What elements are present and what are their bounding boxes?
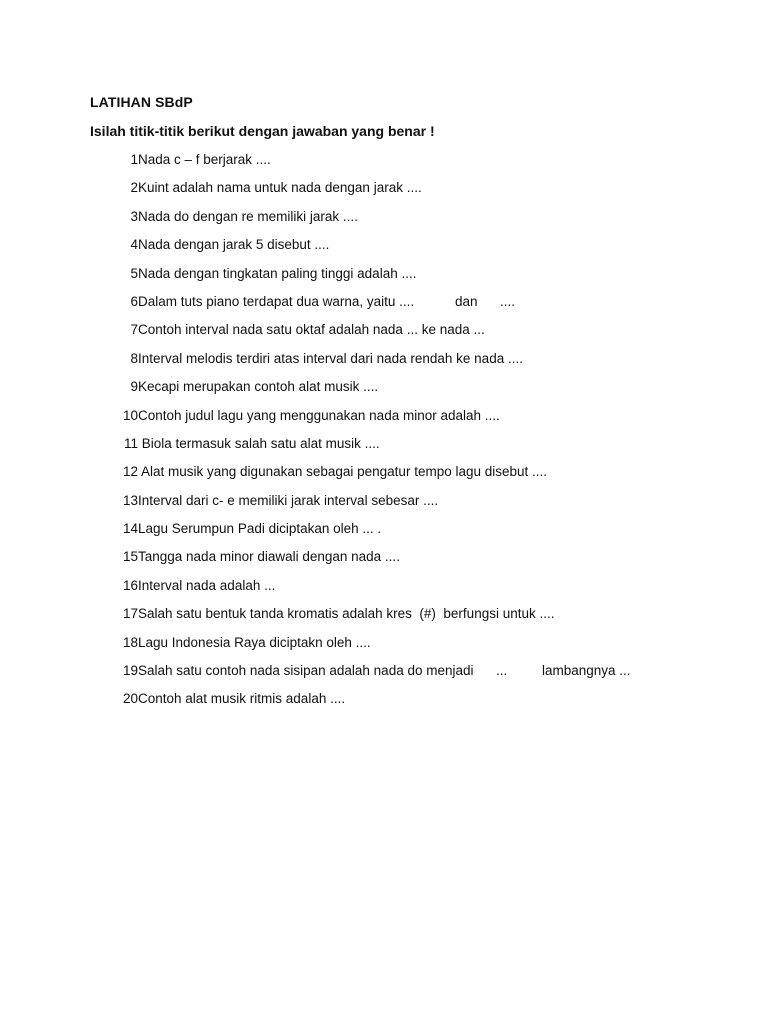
question-item [108,293,516,321]
question-text: Interval nada adalah ... [138,577,276,593]
question-text: Nada dengan jarak 5 disebut .... [138,237,330,253]
question-item [108,321,485,349]
question-number: 5 [130,265,138,281]
question-item [108,435,380,463]
question-number: 7 [130,322,138,338]
question-text-part: lambangnya ... [542,663,631,679]
question-item [108,378,379,406]
question-text: Nada do dengan re memiliki jarak .... [138,208,358,224]
question-item [108,690,346,718]
question-item [108,179,422,207]
question-text: Nada c – f berjarak .... [138,152,271,167]
question-number: 2 [130,180,138,196]
question-text: Contoh judul lagu yang menggunakan nada minor adalah .... [138,407,500,423]
question-item [108,492,439,520]
document-title: LATIHAN SBdP [90,94,193,110]
question-number: 20 [122,691,138,707]
question-text: Interval melodis terdiri atas interval dari nada rendah ke nada .... [138,350,523,366]
question-number: 17 [122,606,138,622]
question-number: 4 [130,237,138,253]
question-number: 1 [130,152,138,167]
question-text: Tangga nada minor diawali dengan nada .... [138,549,400,565]
question-number: 14 [122,521,138,537]
question-text: Lagu Indonesia Raya diciptakn oleh .... [138,634,371,650]
question-item [108,236,330,264]
question-text: Biola termasuk salah satu alat musik .... [138,435,380,451]
question-number: 8 [130,350,138,366]
question-number: 13 [122,492,138,508]
question-number: 15 [122,549,138,565]
question-text-part: dan [455,293,478,309]
question-text [138,662,631,680]
question-item [108,548,400,576]
question-item [108,208,358,236]
question-item [108,634,371,662]
question-text-part: .... [500,293,516,309]
question-number: 19 [122,663,138,679]
question-item [108,265,417,293]
question-list [108,151,631,719]
question-text: Kuint adalah nama untuk nada dengan jarak .... [138,180,422,196]
question-number: 18 [122,634,138,650]
question-number: 11 [123,435,138,451]
question-text-part: Salah satu contoh nada sisipan adalah nada do menjadi [138,663,474,679]
question-text: Kecapi merupakan contoh alat musik .... [138,379,379,395]
question-item [108,605,555,633]
question-item [108,350,523,378]
question-item [108,577,276,605]
question-number: 16 [122,577,138,593]
question-number: 12 [122,464,138,480]
instruction-text: Isilah titik-titik berikut dengan jawaban yang benar ! [90,123,435,139]
question-item [108,151,271,179]
question-text: Contoh interval nada satu oktaf adalah nada ... ke nada ... [138,322,485,338]
question-item [108,520,382,548]
question-item [108,662,631,690]
question-item [108,407,500,435]
question-number: 6 [130,293,138,309]
question-text-part: ... [496,663,508,679]
question-text: Salah satu bentuk tanda kromatis adalah kres (#) berfungsi untuk .... [138,606,555,622]
question-item [108,463,548,491]
question-text: Contoh alat musik ritmis adalah .... [138,691,346,707]
question-text: Alat musik yang digunakan sebagai pengatur tempo lagu disebut .... [138,464,548,480]
question-text-part: Dalam tuts piano terdapat dua warna, yaitu .... [138,293,415,309]
question-number: 9 [130,379,138,395]
question-text: Lagu Serumpun Padi diciptakan oleh ... . [138,521,382,537]
question-text [138,293,516,311]
question-text: Interval dari c- e memiliki jarak interval sebesar .... [138,492,439,508]
question-text: Nada dengan tingkatan paling tinggi adalah .... [138,265,417,281]
question-number: 3 [130,208,138,224]
question-number: 10 [122,407,138,423]
